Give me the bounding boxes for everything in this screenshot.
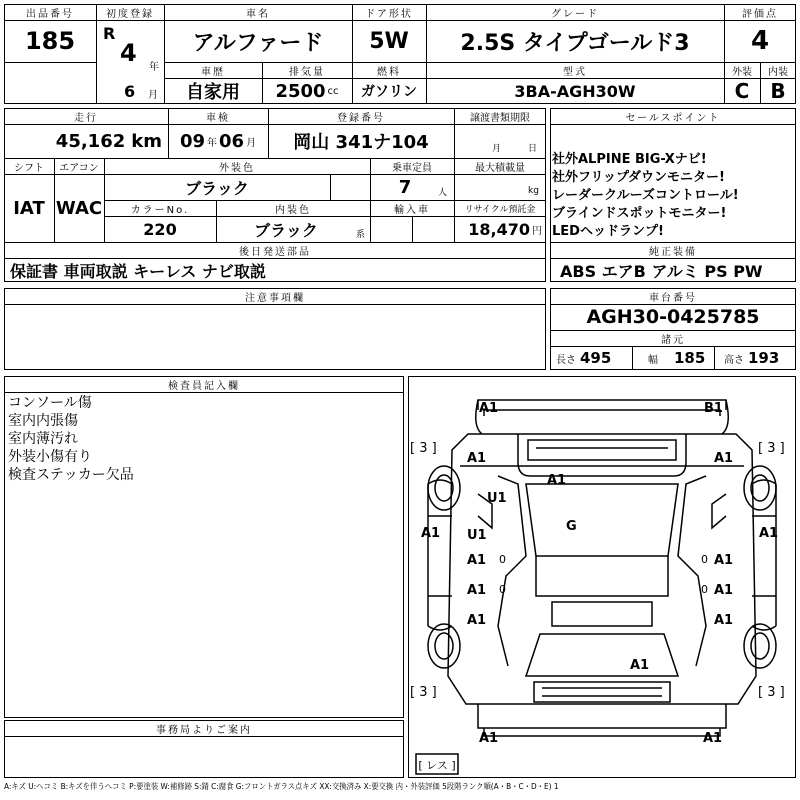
grade-label: グレード [551, 8, 599, 20]
interior-label: 内装 [768, 66, 788, 78]
inspector-line: 室内内張傷 [8, 413, 78, 429]
score: 4 [750, 26, 770, 56]
first-reg-month: 6 [124, 81, 136, 101]
int-color: ブラック [254, 220, 318, 240]
color-no: 220 [143, 219, 177, 239]
door-label: ドア形状 [365, 8, 413, 20]
office-label: 事務局よりご案内 [156, 724, 252, 736]
mark-left-door-rear-zero: 0 [499, 582, 506, 596]
interior-grade: B [770, 79, 786, 103]
sales-point-label: セールスポイント [625, 112, 721, 124]
ext-color: ブラック [185, 178, 249, 198]
car-diagram [408, 376, 796, 778]
lot-number: 185 [24, 27, 76, 55]
sales-point-line: LEDヘッドランプ! [552, 223, 664, 239]
sales-point-line: 社外ALPINE BIG-Xナビ! [552, 151, 707, 167]
model-label: 型式 [563, 66, 587, 78]
air-conditioner: WAC [55, 197, 103, 219]
mark-front-bumper-right: B1 [704, 400, 723, 416]
inspection-label: 車検 [206, 112, 230, 124]
year-unit: 年 [149, 61, 159, 73]
mark-roof-rear: A1 [630, 657, 650, 673]
mark-left-door-front-zero: 0 [499, 552, 506, 566]
height: 高さ 193 [724, 349, 780, 367]
shift: IAT [13, 197, 45, 219]
displacement: 2500 cc [275, 80, 339, 102]
mark-windshield: G [566, 518, 577, 534]
sales-point-line: レーダークルーズコントロール! [552, 187, 739, 203]
model-code: 3BA-AGH30W [514, 81, 636, 101]
capacity-unit: 人 [438, 187, 448, 198]
mark-right-door-rear: A1 [714, 582, 734, 598]
mark-tire-front-right: [ 3 ] [758, 440, 785, 456]
mark-tire-front-left: [ 3 ] [410, 440, 437, 456]
mileage: 45,162 km [55, 130, 162, 152]
history: 自家用 [186, 82, 240, 103]
recycle-fee: 18,470 円 [468, 219, 542, 239]
inspection-date: 09 年 06 月 [179, 130, 257, 152]
mark-right-quarter: A1 [714, 612, 734, 628]
door-type: 5W [369, 28, 409, 54]
mark-left-door-front-u: U1 [467, 527, 487, 543]
fuel-label: 燃料 [377, 66, 401, 78]
width: 幅 185 [648, 349, 706, 367]
later-parts-label: 後日発送部品 [239, 246, 311, 258]
sales-point-line: ブラインドスポットモニター! [552, 205, 727, 221]
mark-tire-rear-left: [ 3 ] [410, 684, 437, 700]
import-label: 輸入車 [394, 204, 430, 216]
plate-number: 岡山 341ナ104 [293, 132, 429, 153]
mark-right-door-front-zero: 0 [701, 552, 708, 566]
exterior-grade: C [734, 79, 750, 103]
mark-fender-front-left: A1 [467, 450, 487, 466]
chassis-label: 車台番号 [649, 292, 697, 304]
legend: A:キズ U:ヘコミ B:キズを伴うヘコミ P:要塗装 W:補修跡 S:錆 C:腐食 G:フロントガラス点キズ XX:交換済み X:要交換 内・外装評価 5段階ランク順(A・B・C・D・E) 1 [4, 782, 559, 791]
first-reg-label: 初度登録 [106, 8, 154, 20]
load-label: 最大積載量 [475, 162, 525, 174]
mark-fender-front-right: A1 [714, 450, 734, 466]
transfer-day-unit: 日 [528, 143, 538, 154]
ext-color-label: 外装色 [219, 162, 255, 174]
car-name-label: 車名 [246, 8, 270, 20]
displacement-label: 排気量 [289, 66, 325, 78]
equipment-label: 純正装備 [649, 246, 697, 258]
int-color-unit: 系 [356, 229, 366, 240]
recycle-label: リサイクル預託金 [464, 204, 536, 215]
mark-tire-rear-right: [ 3 ] [758, 684, 785, 700]
mark-rear-bumper-left: A1 [479, 730, 499, 746]
grade: 2.5S タイプゴールド3 [460, 30, 690, 56]
plate-label: 登録番号 [337, 112, 385, 124]
lot-number-label: 出品番号 [26, 8, 74, 20]
inspector-line: コンソール傷 [8, 395, 92, 411]
inspector-line: 室内薄汚れ [8, 431, 78, 447]
transfer-month-unit: 月 [492, 143, 502, 154]
mileage-label: 走行 [74, 112, 98, 124]
exterior-label: 外装 [732, 66, 752, 78]
mark-right-door-rear-zero: 0 [701, 582, 708, 596]
transfer-label: 譲渡書類期限 [470, 112, 530, 124]
mark-left-quarter: A1 [467, 612, 487, 628]
month-unit: 月 [148, 89, 158, 101]
inspector-line: 検査ステッカー欠品 [8, 467, 134, 483]
int-color-label: 内装色 [275, 204, 311, 216]
notes-label: 注意事項欄 [245, 292, 305, 304]
mark-left-door-rear: A1 [467, 582, 487, 598]
inspector-label: 検査員記入欄 [168, 380, 240, 392]
length: 長さ 495 [556, 349, 612, 367]
mark-left-side-front: A1 [421, 525, 441, 541]
history-label: 車歴 [201, 66, 225, 78]
score-label: 評価点 [742, 8, 778, 20]
first-reg-year: 4 [120, 39, 137, 67]
color-no-label: カラーNo. [130, 204, 190, 216]
shift-label: シフト [14, 162, 44, 174]
ac-label: エアコン [59, 162, 99, 174]
mark-left-mirror: U1 [487, 490, 507, 506]
inspector-line: 外装小傷有り [8, 449, 92, 465]
mark-right-door-front: A1 [714, 552, 734, 568]
later-parts: 保証書 車両取説 キーレス ナビ取説 [10, 261, 266, 281]
mark-rear-bumper-right: A1 [703, 730, 723, 746]
mark-left-door-front: A1 [467, 552, 487, 568]
capacity-label: 乗車定員 [392, 162, 432, 174]
equipment: ABS エアB アルミ PS PW [560, 261, 763, 281]
dims-label: 諸元 [661, 334, 685, 346]
fuel: ガソリン [361, 84, 417, 100]
car-name: アルファード [192, 30, 324, 56]
mark-spare-tire: [ レス ] [418, 759, 456, 772]
mark-hood: A1 [547, 472, 567, 488]
mark-right-side-front: A1 [759, 525, 779, 541]
era: R [103, 23, 116, 43]
sales-point-line: 社外フリップダウンモニター! [552, 169, 725, 185]
load-unit: kg [528, 186, 539, 196]
mark-front-bumper-left: A1 [479, 400, 499, 416]
capacity: 7 [398, 176, 412, 198]
chassis-number: AGH30-0425785 [586, 306, 760, 328]
